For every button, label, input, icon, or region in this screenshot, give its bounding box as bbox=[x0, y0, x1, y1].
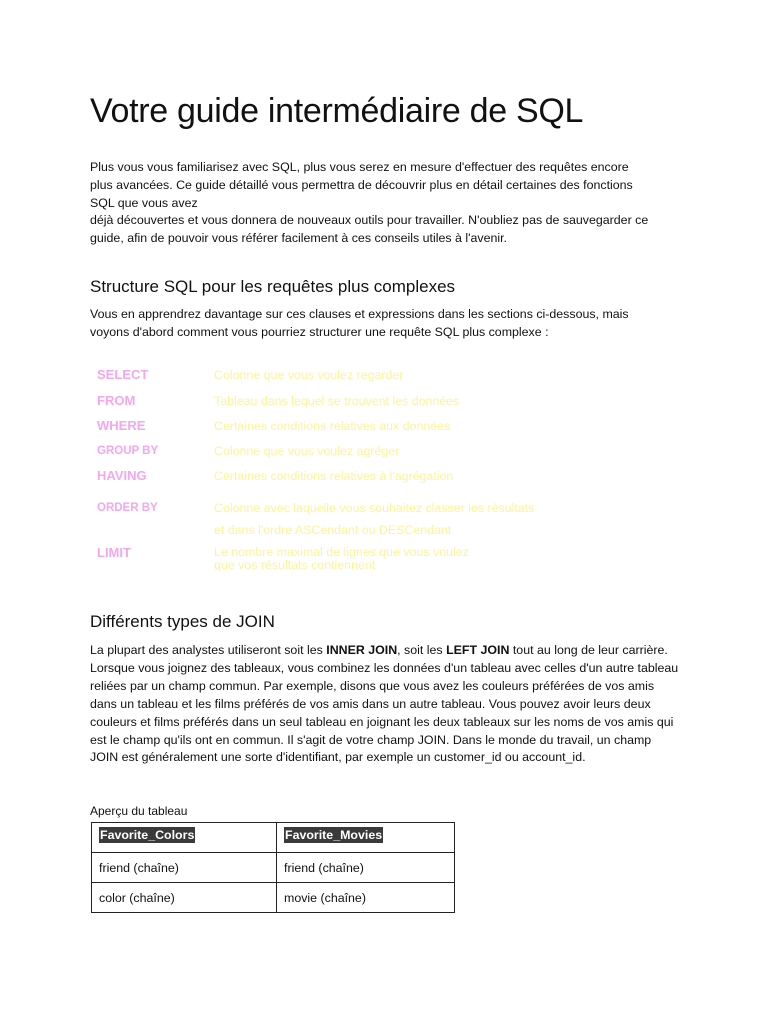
clause-keyword: GROUP BY bbox=[97, 445, 159, 457]
clause-description: Colonne que vous voulez agréger bbox=[214, 444, 400, 458]
section-heading-structure: Structure SQL pour les requêtes plus complexes bbox=[90, 277, 456, 296]
join-text: tout au long de leur carrière. Lorsque vous joignez des tableaux, vous combinez les données d'un tableau avec celles d'un autre tableau reliées par un champ commun. Par exemple, disons que vous avez les couleurs préférées de vos amis dans un tableau et les films préférés de vos amis dans un autre tableau. Vous pouvez avoir leurs deux couleurs et films préférés dans un seul tableau en joignant les deux tableaux sur les noms de vos amis qui est le champ qu'ils ont en commun. Il s'agit de votre champ JOIN. Dans le monde du travail, un champ JOIN est généralement une sorte d'identifiant, par exemple un customer_id ou account_id. bbox=[90, 643, 679, 765]
structure-paragraph bbox=[90, 306, 680, 342]
table-cell: friend (chaîne) bbox=[92, 853, 277, 883]
clause-description: Certaines conditions relatives à l'agrégation bbox=[214, 469, 454, 483]
clause-description bbox=[214, 497, 534, 541]
clause-keyword: FROM bbox=[97, 393, 136, 408]
clause-keyword: SELECT bbox=[97, 367, 149, 382]
clause-keyword: WHERE bbox=[97, 418, 146, 433]
intro-line: SQL que vous avez bbox=[90, 195, 198, 210]
inner-join-term: INNER JOIN bbox=[326, 643, 398, 657]
table-cell: movie (chaîne) bbox=[277, 883, 455, 913]
table-header-cell bbox=[92, 823, 277, 853]
join-text: , soit les bbox=[397, 643, 447, 657]
intro-line: guide, afin de pouvoir vous référer facilement à ces conseils utiles à l'avenir. bbox=[90, 231, 507, 246]
table-cell: friend (chaîne) bbox=[277, 853, 455, 883]
clause-description: Colonne que vous voulez regarder bbox=[214, 368, 404, 382]
table-header-cell bbox=[277, 823, 455, 853]
preview-table bbox=[91, 822, 455, 913]
table-caption: Aperçu du tableau bbox=[90, 804, 188, 818]
intro-paragraph bbox=[90, 159, 680, 248]
table-row bbox=[92, 883, 455, 913]
intro-line: plus avancées. Ce guide détaillé vous permettra de découvrir plus en détail certaines des fonctions bbox=[90, 177, 633, 192]
clause-description-line: Le nombre maximal de lignes que vous voulez bbox=[214, 545, 469, 559]
clause-keyword: LIMIT bbox=[97, 545, 131, 560]
join-paragraph bbox=[90, 642, 680, 767]
intro-line: Plus vous vous familiarisez avec SQL, plus vous serez en mesure d'effectuer des requêtes encore bbox=[90, 160, 629, 174]
structure-line: Vous en apprendrez davantage sur ces clauses et expressions dans les sections ci-dessous, mais bbox=[90, 307, 629, 321]
join-text: La plupart des analystes utiliseront soit les bbox=[90, 643, 327, 657]
column-header: Favorite_Movies bbox=[285, 828, 383, 842]
clause-description: Tableau dans lequel se trouvent les données bbox=[214, 394, 460, 408]
clause-keyword: ORDER BY bbox=[97, 502, 158, 514]
clause-description-line: et dans l'ordre ASCendant ou DESCendant bbox=[214, 523, 452, 537]
table-row bbox=[92, 853, 455, 883]
structure-line: voyons d'abord comment vous pourriez structurer une requête SQL plus complexe : bbox=[90, 324, 549, 339]
table-header-row bbox=[92, 823, 455, 853]
clause-description-line: que vos résultats contiennent bbox=[214, 558, 376, 572]
section-heading-join: Différents types de JOIN bbox=[90, 612, 275, 631]
clause-description: Certaines conditions relatives aux données bbox=[214, 419, 451, 433]
page-title: Votre guide intermédiaire de SQL bbox=[90, 92, 584, 130]
intro-line: déjà découvertes et vous donnera de nouveaux outils pour travailler. N'oubliez pas de sauvegarder ce bbox=[90, 213, 649, 228]
table-cell: color (chaîne) bbox=[92, 883, 277, 913]
clause-description bbox=[214, 546, 469, 572]
clause-keyword: HAVING bbox=[97, 468, 147, 483]
clause-description-line: Colonne avec laquelle vous souhaitez classer les résultats bbox=[214, 501, 535, 515]
left-join-term: LEFT JOIN bbox=[446, 643, 510, 657]
column-header: Favorite_Colors bbox=[100, 828, 195, 842]
